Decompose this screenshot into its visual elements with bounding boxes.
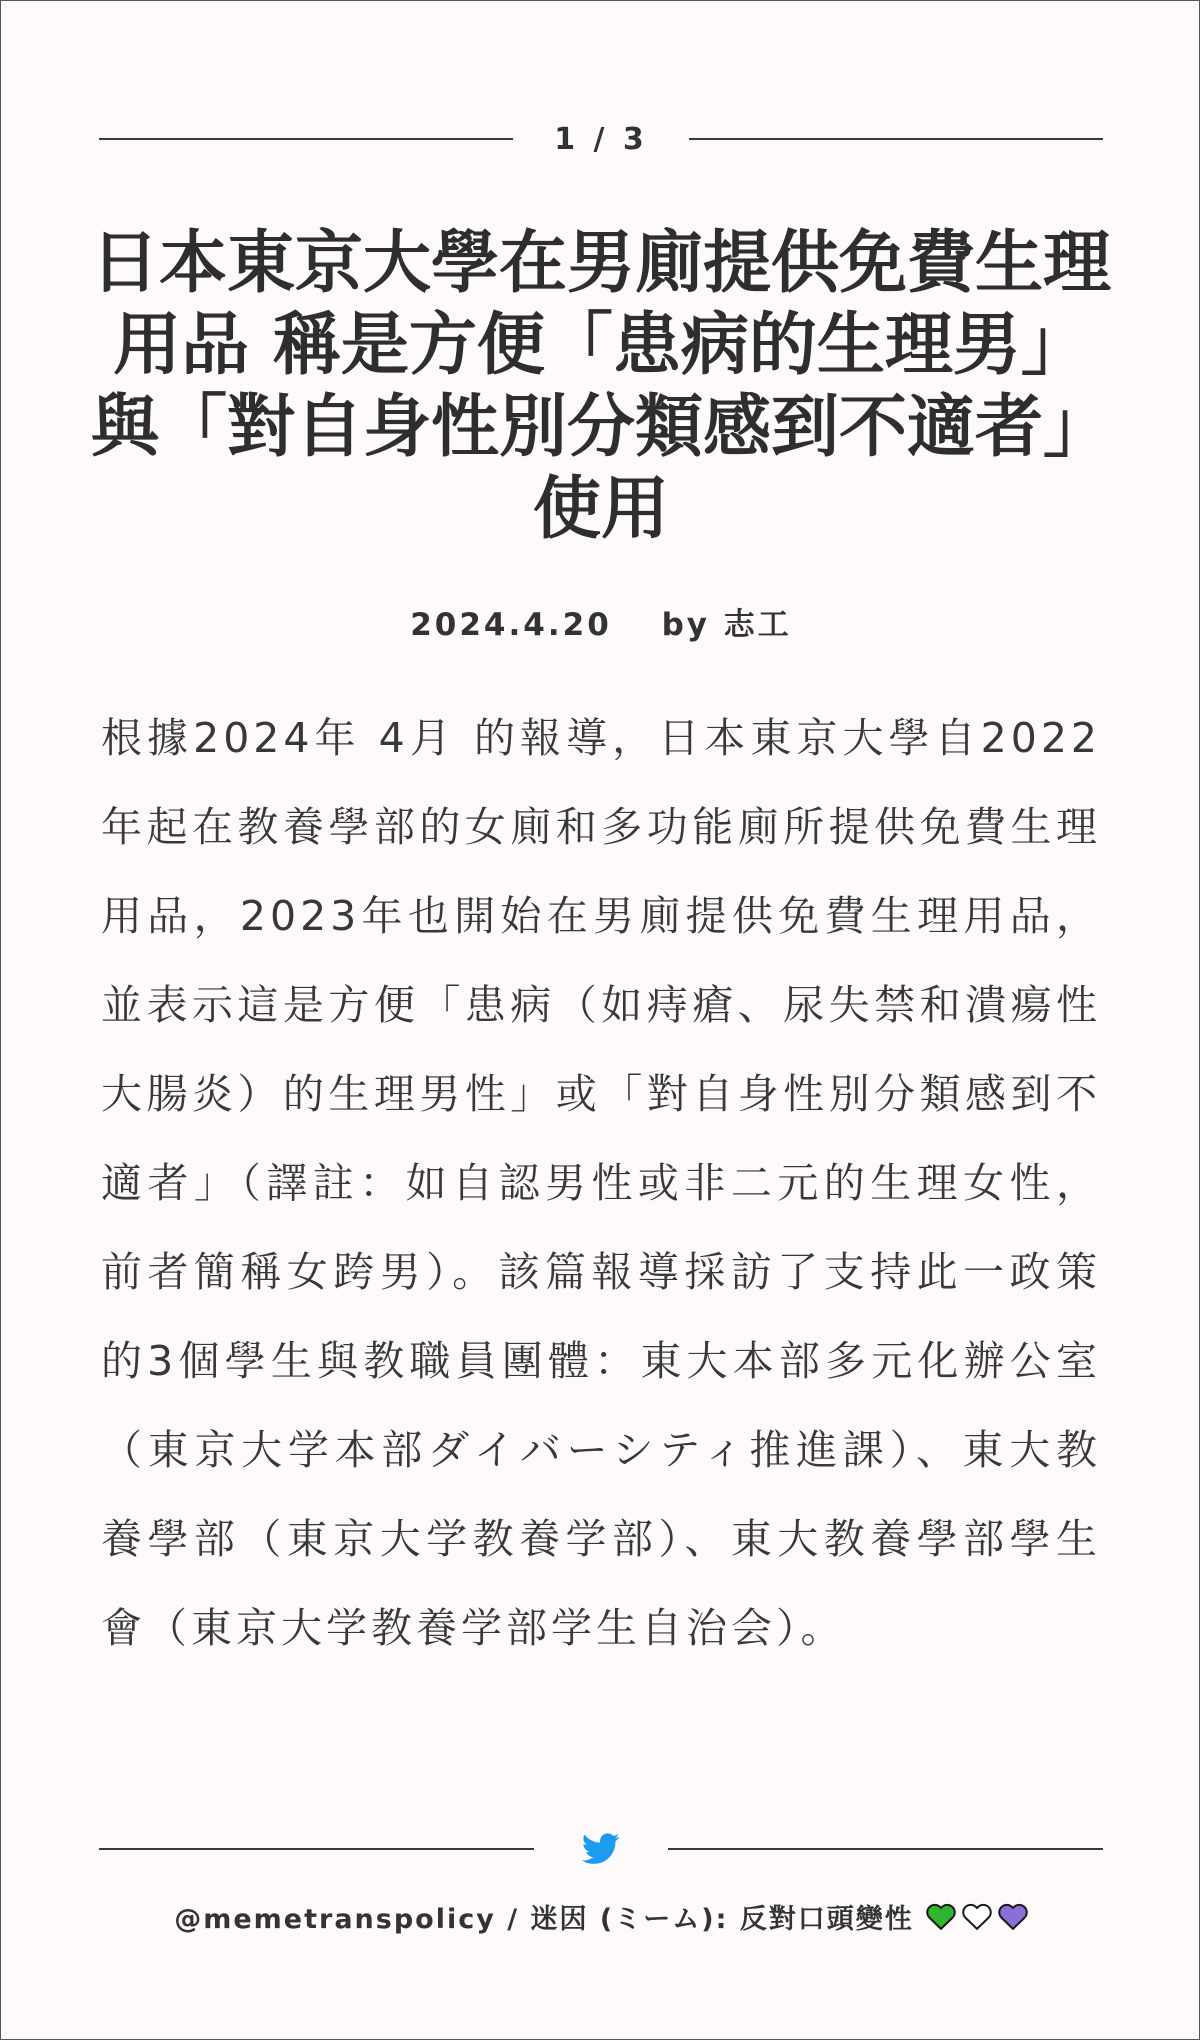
footer-divider-right [668,1848,1103,1850]
white-heart-icon [962,1903,992,1931]
article-body: 根據2024年 4月 的報導，日本東京大學自2022年起在教養學部的女廁和多功能廁所提供免費生理用品，2023年也開始在男廁提供免費生理用品，並表示這是方便「患病（如痔瘡、尿失禁和潰瘍性大腸炎）的生理男性」或「對自身性別分類感到不適者」（譯註：如自認男性或非二元的生理女性，前者簡稱女跨男）。該篇報導採訪了支持此一政策的3個學生與教職員團體：東大本部多元化辦公室（東京大学本部ダイバーシティ推進課）、東大教養學部（東京大学教養学部）、東大教養學部學生會（東京大学教養学部学生自治会）。 [101,714,1101,1652]
page-indicator-row [99,119,1103,159]
green-heart-icon [926,1903,956,1931]
article-title: 日本東京大學在男廁提供免費生理用品 稱是方便「患病的生理男」與「對自身性別分類感到不適者」使用 [91,224,1112,549]
footer-divider-left [99,1848,534,1850]
purple-heart-icon [998,1903,1028,1931]
article-meta [99,599,1103,644]
footer-divider-row [99,1829,1103,1869]
divider-right [689,138,1103,140]
heart-icons [926,1903,1028,1931]
twitter-bird-icon [534,1833,668,1865]
footer-credit: @memetranspolicy / 迷因 (ミーム): 反對口頭變性 [174,1904,914,1935]
divider-left [99,138,513,140]
article-author: by 志工 [661,607,792,643]
article-date: 2024.4.20 [410,607,612,643]
footer-credit-row [99,1897,1103,1936]
page-indicator: 1 / 3 [554,121,648,157]
